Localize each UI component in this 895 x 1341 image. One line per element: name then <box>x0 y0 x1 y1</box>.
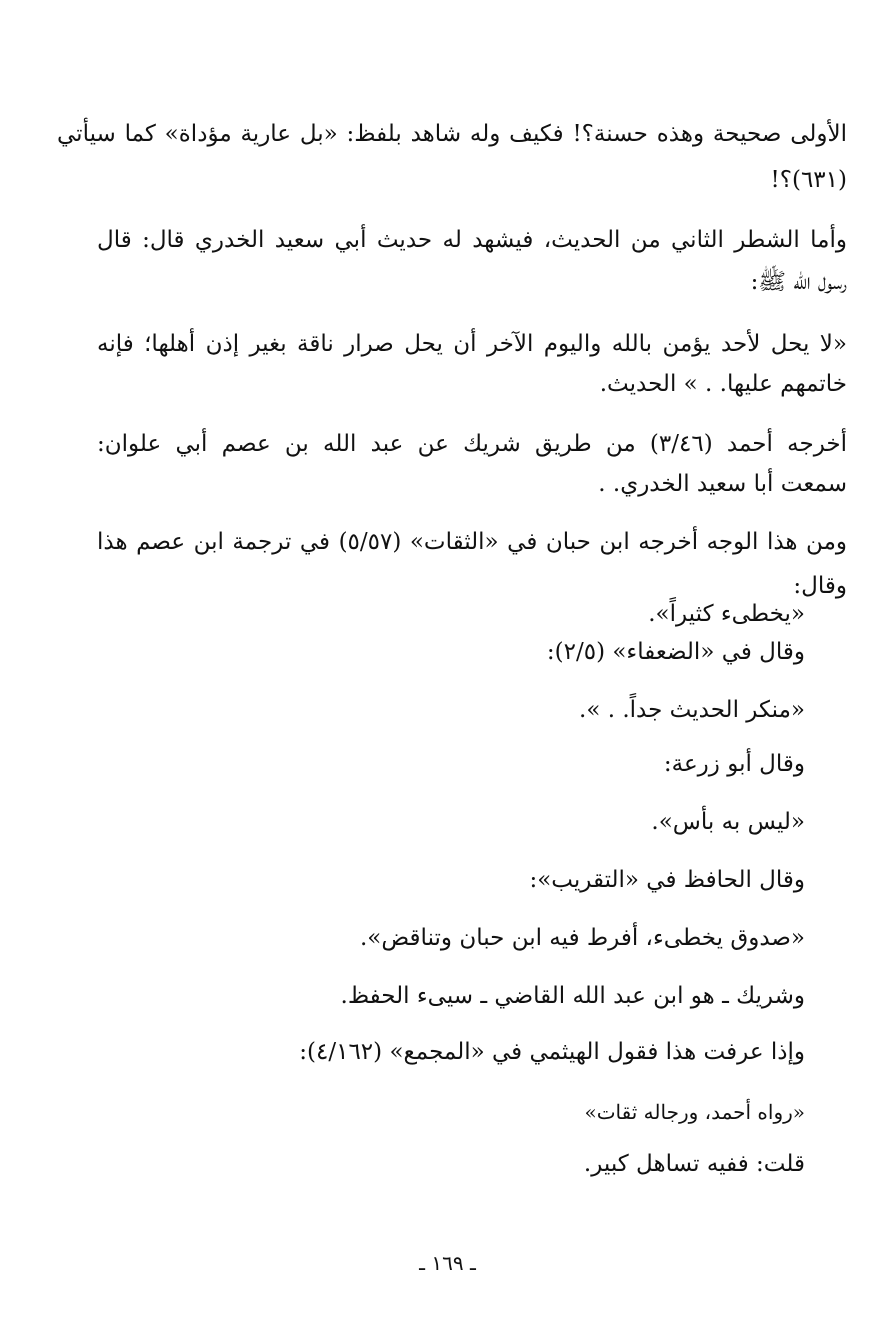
text-line-4: رسول الله ﷺ: <box>750 269 847 295</box>
text-line-16: وقال الحافظ في «التقريب»: <box>529 867 805 893</box>
text-line-1: الأولى صحيحة وهذه حسنة؟! فكيف وله شاهد بلفظ: «بل عارية مؤداة» كما سيأتي <box>57 121 847 147</box>
text-line-5: «لا يحل لأحد يؤمن بالله واليوم الآخر أن يحل صرار ناقة بغير إذن أهلها؛ فإنه <box>97 331 847 357</box>
text-line-18: وشريك ـ هو ابن عبد الله القاضي ـ سيىء الحفظ. <box>340 983 805 1009</box>
text-line-2: (٦٣١)؟! <box>770 167 847 193</box>
text-line-20: «رواه أحمد، ورجاله ثقات» <box>584 1100 805 1124</box>
text-line-9: ومن هذا الوجه أخرجه ابن حبان في «الثقات» (٥/٥٧) في ترجمة ابن عصم هذا <box>97 529 847 555</box>
text-line-8: سمعت أبا سعيد الخدري. . <box>598 471 847 497</box>
text-line-6: خاتمهم عليها. . » الحديث. <box>599 371 847 397</box>
text-line-3: وأما الشطر الثاني من الحديث، فيشهد له حديث أبي سعيد الخدري قال: قال <box>97 227 847 253</box>
text-line-13: «منكر الحديث جداً. . ». <box>579 697 805 723</box>
page-number: ـ ١٦٩ ـ <box>419 1251 476 1275</box>
text-line-15: «ليس به بأس». <box>651 809 805 835</box>
text-line-21: قلت: ففيه تساهل كبير. <box>583 1151 805 1177</box>
text-line-10: وقال: <box>793 573 847 599</box>
text-line-14: وقال أبو زرعة: <box>663 751 805 777</box>
text-line-19: وإذا عرفت هذا فقول الهيثمي في «المجمع» (٤/١٦٢): <box>299 1039 805 1065</box>
text-line-12: وقال في «الضعفاء» (٢/٥): <box>546 639 805 665</box>
text-line-17: «صدوق يخطىء، أفرط فيه ابن حبان وتناقض». <box>360 925 805 951</box>
text-line-7: أخرجه أحمد (٣/٤٦) من طريق شريك عن عبد الله بن عصم أبي علوان: <box>97 431 847 457</box>
text-line-11: «يخطىء كثيراً». <box>648 601 805 627</box>
